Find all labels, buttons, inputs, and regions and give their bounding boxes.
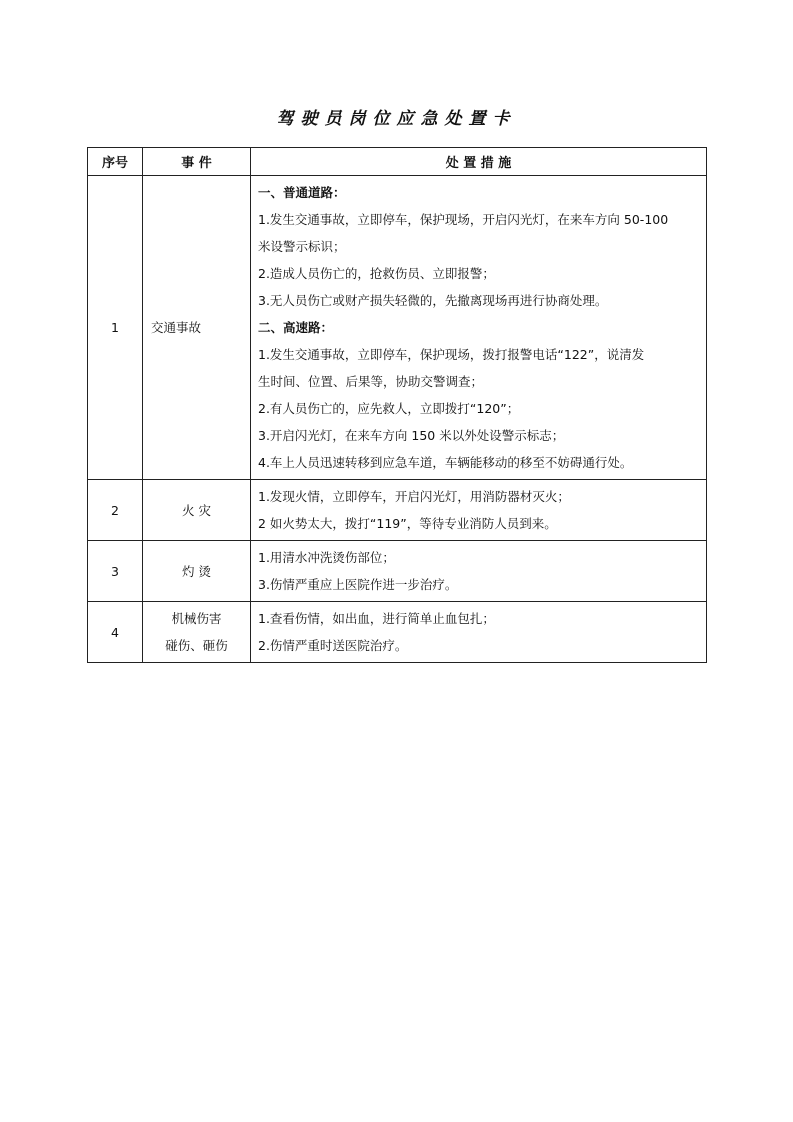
measure-heading: 二、高速路： <box>258 320 334 335</box>
header-no: 序号 <box>88 148 143 176</box>
measure-line: 2.造成人员伤亡的，抢救伤员、立即报警； <box>258 266 495 281</box>
measure-line: 米设警示标识； <box>258 239 346 254</box>
measure-line: 1.用清水冲洗烫伤部位； <box>258 550 395 565</box>
measure-line: 3.伤情严重应上医院作进一步治疗。 <box>258 577 458 592</box>
measure-line: 1.发生交通事故，立即停车，保护现场，开启闪光灯，在来车方向 50-100 <box>258 212 669 227</box>
table-row <box>88 480 707 541</box>
event-label: 火 灾 <box>182 502 211 518</box>
table-header <box>88 148 707 176</box>
emergency-table <box>87 147 707 663</box>
page-title: 驾驶员岗位应急处置卡 <box>276 109 517 129</box>
measure-line: 2.伤情严重时送医院治疗。 <box>258 638 408 653</box>
measure-line: 3.无人员伤亡或财产损失轻微的，先撤离现场再进行协商处理。 <box>258 293 608 308</box>
header-event: 事 件 <box>143 148 251 176</box>
measure-heading: 一、普通道路： <box>258 185 346 200</box>
row-measures <box>251 541 707 602</box>
measure-line: 生时间、位置、后果等，协助交警调查； <box>258 374 484 389</box>
measure-line: 2.有人员伤亡的，应先救人，立即拨打“120”； <box>258 401 520 416</box>
row-number: 4 <box>88 602 143 663</box>
row-number: 2 <box>88 480 143 541</box>
event-label: 灼 烫 <box>182 563 211 579</box>
row-measures <box>251 602 707 663</box>
measure-line: 1.发生交通事故，立即停车，保护现场，拨打报警电话“122”，说清发 <box>258 347 645 362</box>
row-number: 1 <box>88 176 143 480</box>
measure-line: 2 如火势太大，拨打“119”，等待专业消防人员到来。 <box>258 516 557 531</box>
header-measures: 处 置 措 施 <box>251 148 707 176</box>
event-label: 交通事故 <box>151 320 202 335</box>
table-row <box>88 602 707 663</box>
row-measures <box>251 176 707 480</box>
event-label: 机械伤害 <box>171 611 222 626</box>
measure-line: 3.开启闪光灯，在来车方向 150 米以外处设警示标志； <box>258 428 565 443</box>
row-event <box>143 541 251 602</box>
table-row <box>88 176 707 480</box>
measure-line: 1.发现火情，立即停车，开启闪光灯，用消防器材灭火； <box>258 489 570 504</box>
row-event <box>143 602 251 663</box>
row-event <box>143 480 251 541</box>
row-number: 3 <box>88 541 143 602</box>
table-row <box>88 541 707 602</box>
measure-line: 4.车上人员迅速转移到应急车道，车辆能移动的移至不妨碍通行处。 <box>258 455 633 470</box>
measure-line: 1.查看伤情，如出血，进行简单止血包扎； <box>258 611 495 626</box>
event-label: 碰伤、砸伤 <box>165 638 228 653</box>
row-event <box>143 176 251 480</box>
row-measures <box>251 480 707 541</box>
